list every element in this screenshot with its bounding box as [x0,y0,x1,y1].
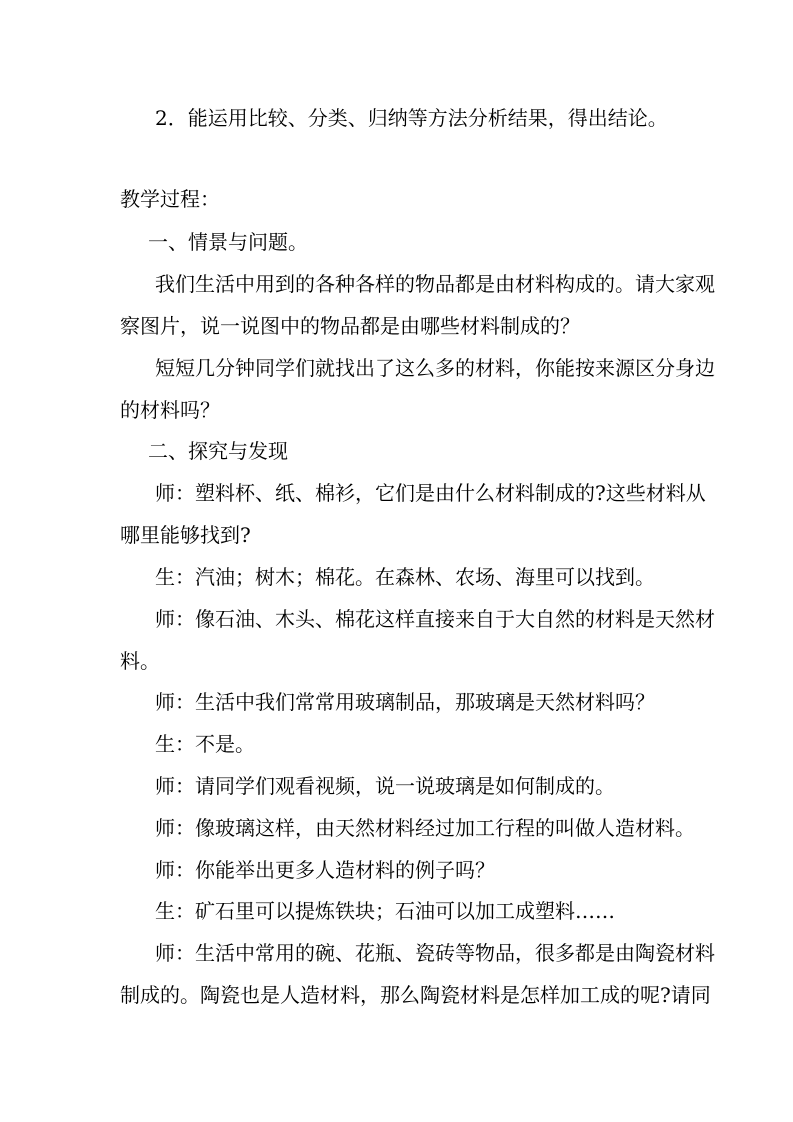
subsection-heading: 二、探究与发现 [148,439,288,463]
dialogue-line: 料。 [120,649,160,673]
section-heading: 教学过程： [120,187,220,211]
dialogue-line: 生：不是。 [155,732,255,756]
dialogue-line: 师：你能举出更多人造材料的例子吗？ [155,858,495,882]
dialogue-line: 制成的。陶瓷也是人造材料，那么陶瓷材料是怎样加工成的呢?请同 [120,983,711,1007]
dialogue-line: 师：请同学们观看视频，说一说玻璃是如何制成的。 [155,774,615,798]
paragraph-line: 察图片，说一说图中的物品都是由哪些材料制成的？ [120,314,580,338]
dialogue-line: 生：矿石里可以提炼铁块；石油可以加工成塑料…… [155,899,615,923]
dialogue-line: 师：塑料杯、纸、棉衫，它们是由什么材料制成的?这些材料从 [155,481,706,505]
paragraph-line: 短短几分钟同学们就找出了这么多的材料，你能按来源区分身边 [155,356,715,380]
paragraph-line: 我们生活中用到的各种各样的物品都是由材料构成的。请大家观 [155,272,715,296]
dialogue-line: 生：汽油；树木；棉花。在森林、农场、海里可以找到。 [155,565,655,589]
dialogue-line: 师：生活中常用的碗、花瓶、瓷砖等物品，很多都是由陶瓷材料 [155,941,715,965]
paragraph-line: 的材料吗？ [120,398,220,422]
dialogue-line: 师：生活中我们常常用玻璃制品，那玻璃是天然材料吗？ [155,690,655,714]
subsection-heading: 一、情景与问题。 [148,230,308,254]
objective-line: 2．能运用比较、分类、归纳等方法分析结果，得出结论。 [155,106,668,130]
dialogue-line: 哪里能够找到? [120,523,251,547]
dialogue-line: 师：像玻璃这样，由天然材料经过加工行程的叫做人造材料。 [155,816,695,840]
dialogue-line: 师：像石油、木头、棉花这样直接来自于大自然的材料是天然材 [155,607,715,631]
